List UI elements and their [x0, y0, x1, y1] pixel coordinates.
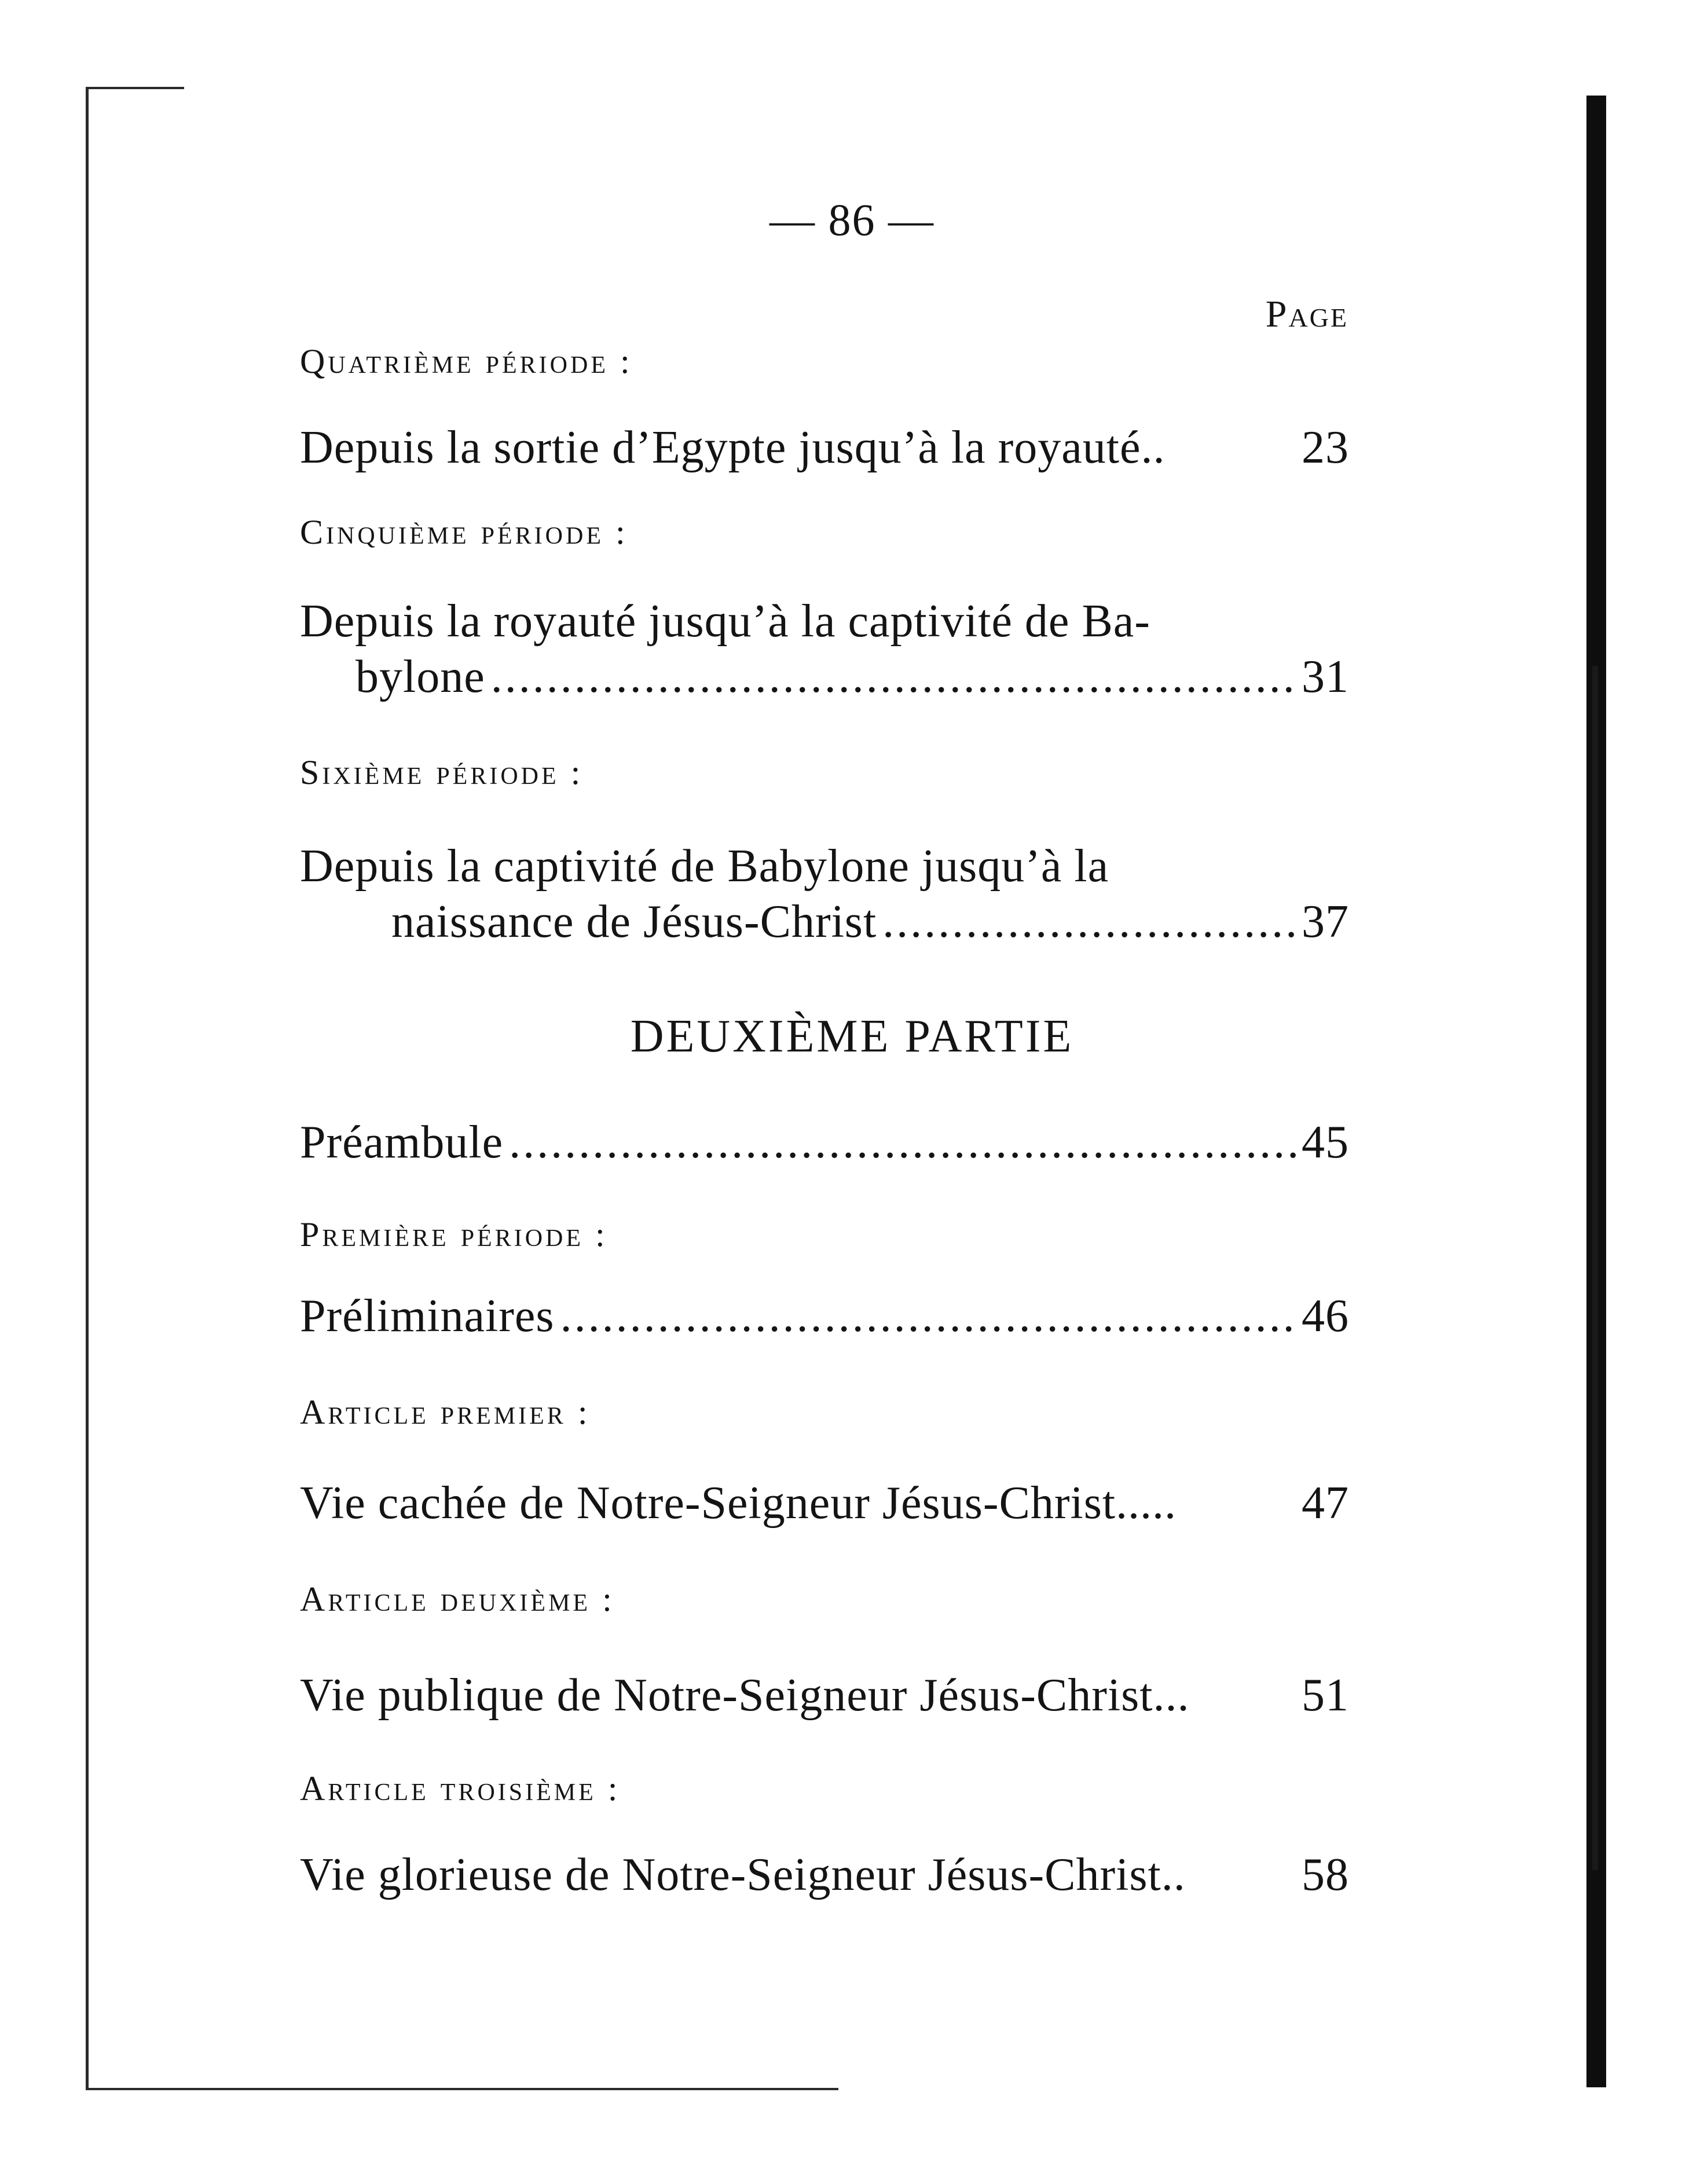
- toc-entry-text: Depuis la sortie d’Egypte jusqu’à la royauté..: [300, 422, 1166, 473]
- toc-entry-text: Vie glorieuse de Notre-Seigneur Jésus-Christ..: [300, 1849, 1186, 1900]
- toc-entry-article-premier[interactable]: [300, 1475, 1349, 1531]
- toc-entry-quatrieme[interactable]: [300, 420, 1349, 475]
- toc-entry-text: Depuis la captivité de Babylone jusqu’à la: [300, 841, 1109, 892]
- toc-entry-sixieme[interactable]: [300, 838, 1349, 950]
- toc-line: [300, 1115, 1349, 1170]
- toc-line: [300, 593, 1349, 649]
- scan-border-top: [86, 87, 184, 89]
- page-number: — 86 —: [769, 195, 935, 245]
- scan-border-left: [86, 87, 89, 2090]
- toc-entry-preliminaires[interactable]: [300, 1288, 1349, 1344]
- toc-line: [300, 838, 1349, 894]
- dot-leader: [509, 1115, 1296, 1170]
- page-column-header: Page: [1265, 293, 1348, 335]
- dot-leader: [882, 894, 1296, 950]
- toc-line-continued: [300, 894, 1349, 950]
- scan-border-bottom: [86, 2088, 838, 2090]
- section-label-cinquieme: Cinquième période :: [300, 513, 628, 551]
- part-heading: DEUXIÈME PARTIE: [630, 1011, 1074, 1062]
- toc-page-number: 31: [1302, 651, 1349, 702]
- section-label-sixieme: Sixième période :: [300, 753, 584, 791]
- toc-entry-text: naissance de Jésus-Christ: [391, 896, 877, 947]
- binding-thread: [1592, 666, 1598, 1870]
- toc-page-number: 37: [1302, 896, 1349, 947]
- section-label-premiere: Première période :: [300, 1215, 608, 1254]
- section-label-quatrieme: Quatrième période :: [300, 342, 633, 380]
- toc-line: [300, 1847, 1349, 1903]
- toc-line-continued: [300, 649, 1349, 705]
- toc-line: [300, 420, 1349, 475]
- toc-page-number: 45: [1302, 1117, 1349, 1168]
- section-label-article-troisieme: Article troisième :: [300, 1769, 621, 1808]
- toc-entry-text: Préliminaires: [300, 1291, 555, 1342]
- toc-entry-text: Préambule: [300, 1117, 504, 1168]
- toc-entry-article-troisieme[interactable]: [300, 1847, 1349, 1903]
- section-label-article-premier: Article premier :: [300, 1393, 591, 1431]
- toc-page-number: 23: [1302, 422, 1349, 473]
- toc-entry-cinquieme[interactable]: [300, 593, 1349, 705]
- toc-line: [300, 1288, 1349, 1344]
- toc-entry-article-deuxieme[interactable]: [300, 1668, 1349, 1723]
- toc-entry-text: Vie cachée de Notre-Seigneur Jésus-Christ.....: [300, 1478, 1177, 1529]
- toc-page-number: 47: [1302, 1478, 1349, 1529]
- dot-leader: [560, 1288, 1296, 1344]
- toc-entry-text: bylone: [356, 651, 485, 702]
- dot-leader: [491, 649, 1296, 705]
- toc-entry-text: Vie publique de Notre-Seigneur Jésus-Christ...: [300, 1670, 1190, 1721]
- toc-page-number: 51: [1302, 1670, 1349, 1721]
- toc-entry-preambule[interactable]: [300, 1115, 1349, 1170]
- toc-page-number: 58: [1302, 1849, 1349, 1900]
- section-label-article-deuxieme: Article deuxième :: [300, 1580, 615, 1618]
- toc-page-number: 46: [1302, 1291, 1349, 1342]
- toc-entry-text: Depuis la royauté jusqu’à la captivité de Ba-: [300, 596, 1150, 647]
- toc-line: [300, 1668, 1349, 1723]
- toc-line: [300, 1475, 1349, 1531]
